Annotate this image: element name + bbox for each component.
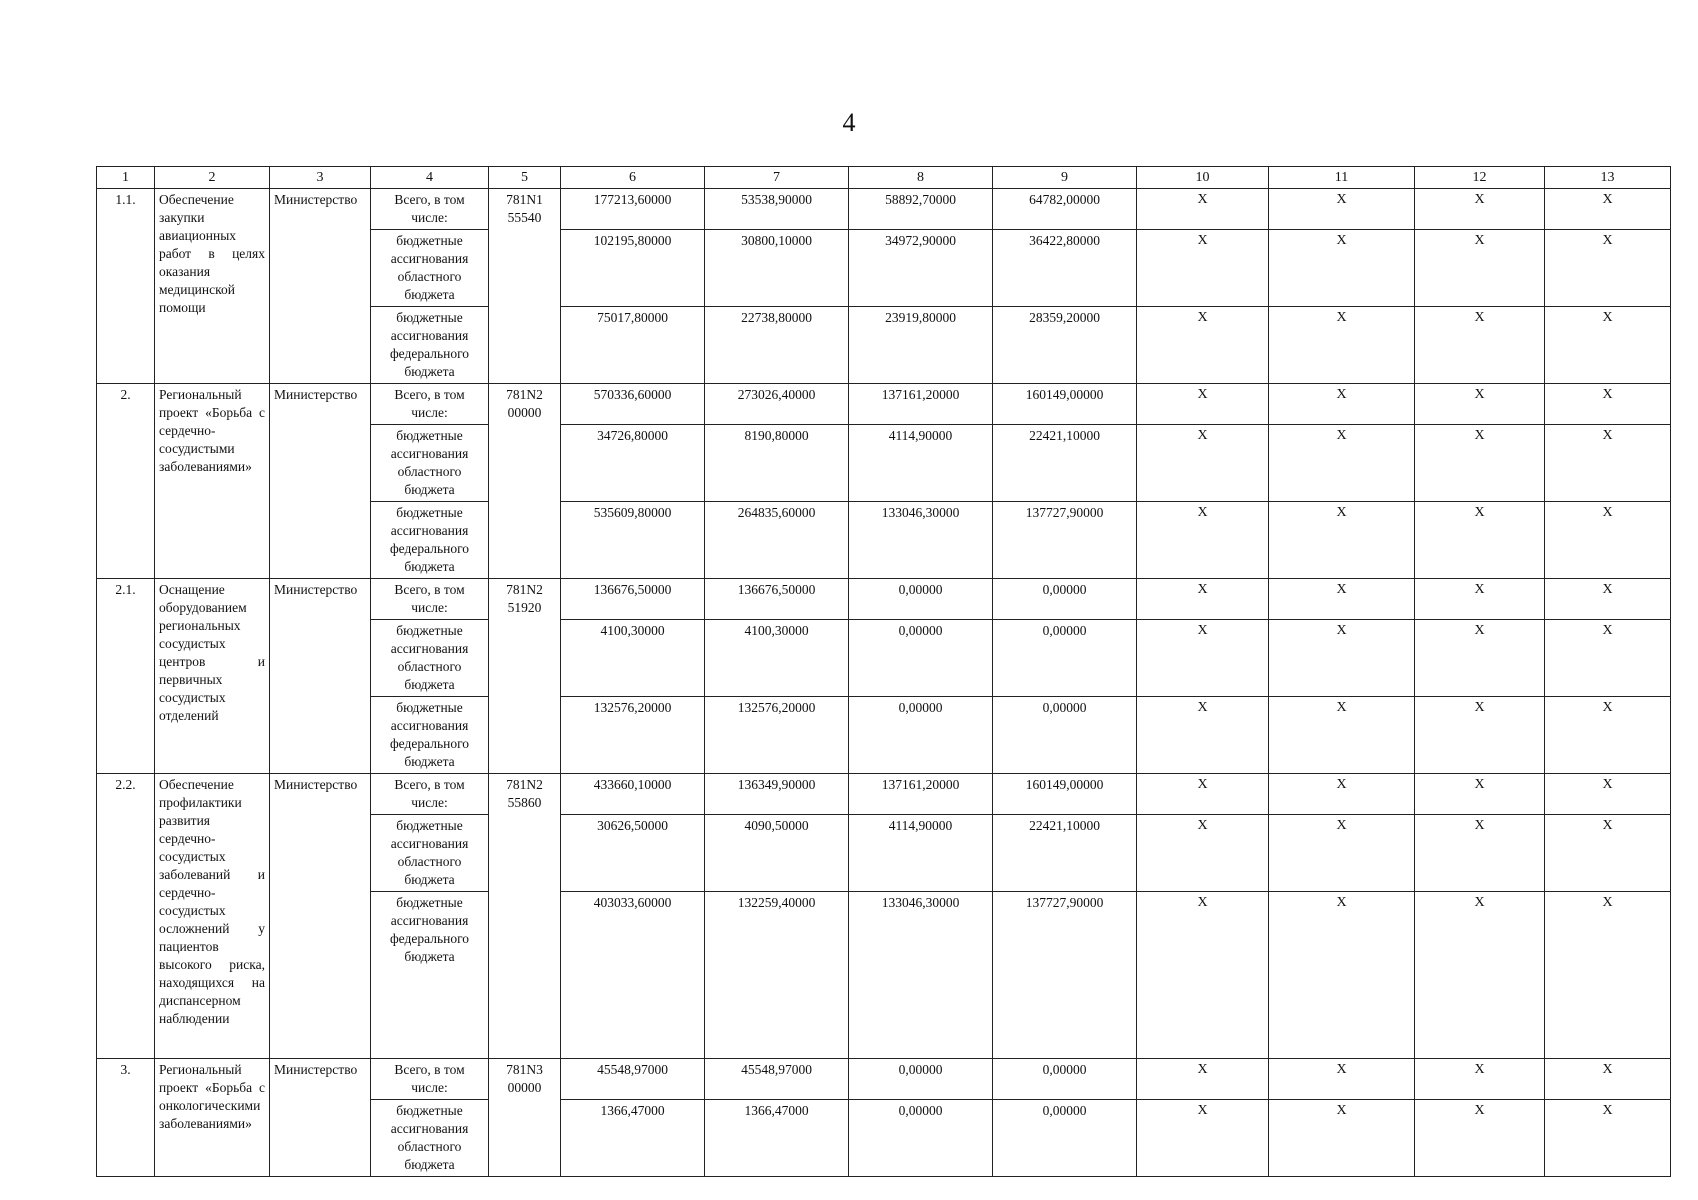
amount-total: 102195,80000 [561, 230, 705, 307]
amount-year-2: 4114,90000 [849, 815, 993, 892]
amount-year-2: 0,00000 [849, 579, 993, 620]
x-mark: X [1137, 502, 1269, 579]
header-cell: 3 [270, 167, 371, 189]
amount-year-1: 136676,50000 [705, 579, 849, 620]
item-name: Региональный проект «Борьба с сердечно-сосудистыми заболеваниями» [155, 384, 270, 579]
table-row [97, 189, 1671, 230]
header-cell: 13 [1545, 167, 1671, 189]
executor: Министерство [270, 384, 371, 579]
amount-year-2: 133046,30000 [849, 892, 993, 1059]
x-mark: X [1545, 815, 1671, 892]
funding-source: Всего, в том числе: [371, 189, 489, 230]
amount-year-1: 8190,80000 [705, 425, 849, 502]
x-mark: X [1415, 1100, 1545, 1177]
funding-source: Всего, в том числе: [371, 384, 489, 425]
budget-code: 781N2 51920 [489, 579, 561, 774]
x-mark: X [1415, 815, 1545, 892]
funding-source: бюджетные ассигнования федерального бюджета [371, 892, 489, 1059]
x-mark: X [1269, 189, 1415, 230]
x-mark: X [1269, 425, 1415, 502]
header-cell: 9 [993, 167, 1137, 189]
budget-code: 781N2 00000 [489, 384, 561, 579]
funding-source: Всего, в том числе: [371, 774, 489, 815]
header-cell: 11 [1269, 167, 1415, 189]
funding-source: бюджетные ассигнования федерального бюджета [371, 502, 489, 579]
x-mark: X [1137, 307, 1269, 384]
amount-total: 1366,47000 [561, 1100, 705, 1177]
x-mark: X [1137, 579, 1269, 620]
x-mark: X [1545, 1100, 1671, 1177]
amount-year-2: 0,00000 [849, 620, 993, 697]
x-mark: X [1545, 425, 1671, 502]
x-mark: X [1137, 892, 1269, 1059]
amount-total: 403033,60000 [561, 892, 705, 1059]
item-number: 2. [97, 384, 155, 579]
amount-year-1: 45548,97000 [705, 1059, 849, 1100]
table-row [97, 774, 1671, 815]
x-mark: X [1415, 189, 1545, 230]
x-mark: X [1269, 502, 1415, 579]
x-mark: X [1137, 620, 1269, 697]
amount-year-1: 4100,30000 [705, 620, 849, 697]
amount-total: 45548,97000 [561, 1059, 705, 1100]
amount-year-3: 22421,10000 [993, 815, 1137, 892]
amount-year-3: 160149,00000 [993, 384, 1137, 425]
amount-year-1: 264835,60000 [705, 502, 849, 579]
amount-year-3: 137727,90000 [993, 892, 1137, 1059]
x-mark: X [1545, 307, 1671, 384]
table-row [97, 1059, 1671, 1100]
page-number: 4 [842, 108, 856, 137]
header-cell: 7 [705, 167, 849, 189]
amount-year-1: 273026,40000 [705, 384, 849, 425]
x-mark: X [1545, 697, 1671, 774]
x-mark: X [1269, 1100, 1415, 1177]
amount-year-1: 132259,40000 [705, 892, 849, 1059]
amount-year-3: 36422,80000 [993, 230, 1137, 307]
amount-year-3: 0,00000 [993, 1100, 1137, 1177]
item-number: 3. [97, 1059, 155, 1177]
x-mark: X [1269, 307, 1415, 384]
x-mark: X [1545, 230, 1671, 307]
executor: Министерство [270, 579, 371, 774]
executor: Министерство [270, 1059, 371, 1177]
table-row [97, 579, 1671, 620]
table-row [97, 384, 1671, 425]
amount-year-3: 64782,00000 [993, 189, 1137, 230]
x-mark: X [1415, 697, 1545, 774]
amount-year-2: 133046,30000 [849, 502, 993, 579]
amount-year-3: 0,00000 [993, 1059, 1137, 1100]
x-mark: X [1545, 384, 1671, 425]
x-mark: X [1137, 697, 1269, 774]
header-cell: 6 [561, 167, 705, 189]
funding-source: Всего, в том числе: [371, 579, 489, 620]
amount-total: 75017,80000 [561, 307, 705, 384]
amount-total: 433660,10000 [561, 774, 705, 815]
x-mark: X [1545, 774, 1671, 815]
header-cell: 10 [1137, 167, 1269, 189]
item-number: 1.1. [97, 189, 155, 384]
amount-year-2: 137161,20000 [849, 774, 993, 815]
amount-total: 34726,80000 [561, 425, 705, 502]
x-mark: X [1137, 230, 1269, 307]
amount-year-3: 0,00000 [993, 697, 1137, 774]
executor: Министерство [270, 189, 371, 384]
executor: Министерство [270, 774, 371, 1059]
amount-total: 4100,30000 [561, 620, 705, 697]
x-mark: X [1269, 697, 1415, 774]
funding-source: бюджетные ассигнования областного бюджета [371, 230, 489, 307]
amount-total: 177213,60000 [561, 189, 705, 230]
x-mark: X [1137, 1100, 1269, 1177]
header-cell: 8 [849, 167, 993, 189]
x-mark: X [1415, 774, 1545, 815]
x-mark: X [1415, 307, 1545, 384]
funding-source: бюджетные ассигнования областного бюджета [371, 620, 489, 697]
amount-year-3: 137727,90000 [993, 502, 1137, 579]
budget-table [96, 166, 1671, 1177]
x-mark: X [1415, 502, 1545, 579]
amount-year-3: 160149,00000 [993, 774, 1137, 815]
amount-year-1: 132576,20000 [705, 697, 849, 774]
x-mark: X [1415, 1059, 1545, 1100]
item-number: 2.2. [97, 774, 155, 1059]
item-name: Обеспечение закупки авиационных работ в целях оказания медицинской помощи [155, 189, 270, 384]
item-name: Обеспечение профилактики развития сердечно-сосудистых заболеваний и сердечно-сосудистых осложнений у пациентов высокого риска, находящихся на диспансерном наблюдении [155, 774, 270, 1059]
x-mark: X [1545, 189, 1671, 230]
x-mark: X [1269, 230, 1415, 307]
header-cell: 2 [155, 167, 270, 189]
x-mark: X [1269, 892, 1415, 1059]
amount-year-2: 4114,90000 [849, 425, 993, 502]
amount-year-2: 34972,90000 [849, 230, 993, 307]
amount-year-3: 22421,10000 [993, 425, 1137, 502]
amount-year-1: 53538,90000 [705, 189, 849, 230]
amount-year-1: 22738,80000 [705, 307, 849, 384]
x-mark: X [1269, 815, 1415, 892]
budget-code: 781N2 55860 [489, 774, 561, 1059]
x-mark: X [1269, 579, 1415, 620]
x-mark: X [1137, 189, 1269, 230]
x-mark: X [1137, 774, 1269, 815]
header-cell: 12 [1415, 167, 1545, 189]
item-name: Оснащение оборудованием региональных сосудистых центров и первичных сосудистых отделений [155, 579, 270, 774]
amount-total: 30626,50000 [561, 815, 705, 892]
header-cell: 1 [97, 167, 155, 189]
x-mark: X [1269, 1059, 1415, 1100]
x-mark: X [1415, 620, 1545, 697]
amount-total: 535609,80000 [561, 502, 705, 579]
amount-total: 132576,20000 [561, 697, 705, 774]
x-mark: X [1415, 892, 1545, 1059]
x-mark: X [1137, 384, 1269, 425]
x-mark: X [1269, 384, 1415, 425]
amount-total: 570336,60000 [561, 384, 705, 425]
item-name: Региональный проект «Борьба с онкологическими заболеваниями» [155, 1059, 270, 1177]
funding-source: бюджетные ассигнования областного бюджета [371, 815, 489, 892]
x-mark: X [1415, 425, 1545, 502]
header-cell: 5 [489, 167, 561, 189]
funding-source: бюджетные ассигнования федерального бюджета [371, 307, 489, 384]
x-mark: X [1415, 230, 1545, 307]
x-mark: X [1545, 892, 1671, 1059]
header-row [97, 167, 1671, 189]
amount-total: 136676,50000 [561, 579, 705, 620]
x-mark: X [1269, 774, 1415, 815]
amount-year-3: 0,00000 [993, 620, 1137, 697]
amount-year-2: 58892,70000 [849, 189, 993, 230]
amount-year-2: 0,00000 [849, 1100, 993, 1177]
header-cell: 4 [371, 167, 489, 189]
amount-year-3: 28359,20000 [993, 307, 1137, 384]
x-mark: X [1545, 620, 1671, 697]
x-mark: X [1137, 1059, 1269, 1100]
x-mark: X [1137, 815, 1269, 892]
amount-year-3: 0,00000 [993, 579, 1137, 620]
budget-code: 781N1 55540 [489, 189, 561, 384]
amount-year-1: 1366,47000 [705, 1100, 849, 1177]
x-mark: X [1545, 502, 1671, 579]
x-mark: X [1545, 579, 1671, 620]
item-number: 2.1. [97, 579, 155, 774]
x-mark: X [1415, 579, 1545, 620]
funding-source: бюджетные ассигнования областного бюджета [371, 425, 489, 502]
amount-year-2: 0,00000 [849, 697, 993, 774]
x-mark: X [1269, 620, 1415, 697]
x-mark: X [1137, 425, 1269, 502]
amount-year-2: 137161,20000 [849, 384, 993, 425]
x-mark: X [1545, 1059, 1671, 1100]
amount-year-1: 4090,50000 [705, 815, 849, 892]
amount-year-2: 0,00000 [849, 1059, 993, 1100]
x-mark: X [1415, 384, 1545, 425]
amount-year-1: 136349,90000 [705, 774, 849, 815]
funding-source: бюджетные ассигнования федерального бюджета [371, 697, 489, 774]
funding-source: бюджетные ассигнования областного бюджета [371, 1100, 489, 1177]
budget-code: 781N3 00000 [489, 1059, 561, 1177]
amount-year-2: 23919,80000 [849, 307, 993, 384]
amount-year-1: 30800,10000 [705, 230, 849, 307]
funding-source: Всего, в том числе: [371, 1059, 489, 1100]
